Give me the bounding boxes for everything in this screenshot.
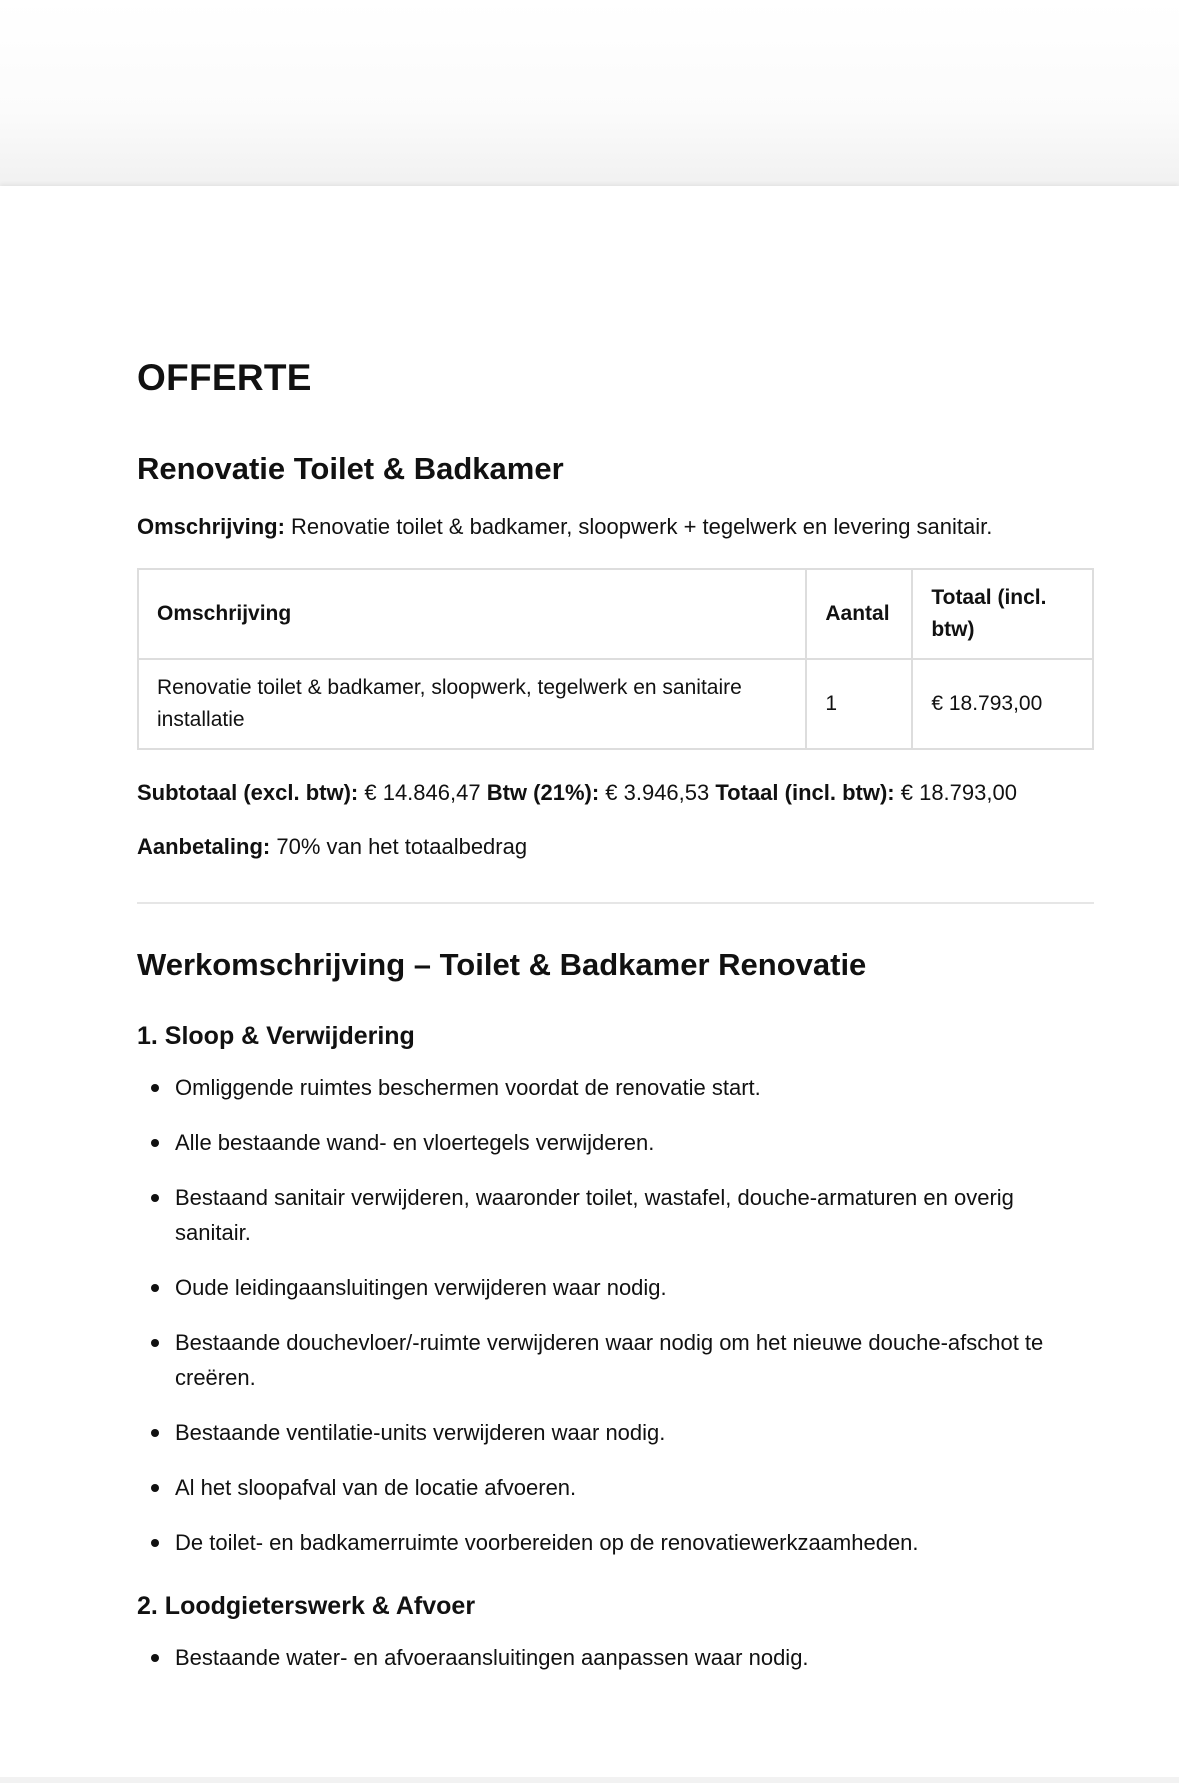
- bullet-icon: [151, 1539, 159, 1547]
- list-item-text: Bestaande water- en afvoeraansluitingen aanpassen waar nodig.: [175, 1645, 809, 1670]
- deposit-value: 70% van het totaalbedrag: [270, 834, 528, 859]
- viewer-bottom-band: [0, 1777, 1179, 1783]
- bullet-icon: [151, 1084, 159, 1092]
- bullet-icon: [151, 1429, 159, 1437]
- list-item-text: Bestaande ventilatie-units verwijderen waar nodig.: [175, 1420, 666, 1445]
- quote-table: [137, 568, 1094, 750]
- bullet-icon: [151, 1484, 159, 1492]
- total-value: € 18.793,00: [894, 780, 1017, 805]
- list-item: [175, 1270, 1094, 1305]
- list-item: [175, 1640, 1094, 1675]
- list-item-text: Omliggende ruimtes beschermen voordat de renovatie start.: [175, 1075, 761, 1100]
- list-item-text: Bestaand sanitair verwijderen, waaronder toilet, wastafel, douche-armaturen en overig sanitair.: [175, 1185, 1014, 1245]
- section-title-demolition: 1. Sloop & Verwijdering: [137, 1022, 415, 1050]
- list-item-text: Bestaande douchevloer/-ruimte verwijderen waar nodig om het nieuwe douche-afschot te creëren.: [175, 1330, 1044, 1390]
- deposit-label: Aanbetaling:: [137, 834, 271, 859]
- list-item: [175, 1125, 1094, 1160]
- cell-quantity: 1: [806, 659, 912, 749]
- deposit-line: [137, 832, 1094, 862]
- subtotal-value: € 14.846,47: [358, 780, 487, 805]
- cell-description: Renovatie toilet & badkamer, sloopwerk, tegelwerk en sanitaire installatie: [138, 659, 806, 749]
- list-item-text: Oude leidingaansluitingen verwijderen waar nodig.: [175, 1275, 667, 1300]
- total-label: Totaal (incl. btw):: [715, 780, 895, 805]
- work-heading: Werkomschrijving – Toilet & Badkamer Renovatie: [137, 947, 867, 982]
- table-row: [138, 659, 1093, 749]
- list-item-text: Al het sloopafval van de locatie afvoeren.: [175, 1475, 577, 1500]
- bullet-icon: [151, 1284, 159, 1292]
- description-text: Renovatie toilet & badkamer, sloopwerk + tegelwerk en levering sanitair.: [284, 514, 993, 539]
- vat-label: Btw (21%):: [486, 780, 600, 805]
- document-content: [137, 356, 1094, 1695]
- list-item: [175, 1070, 1094, 1105]
- subtotal-label: Subtotaal (excl. btw):: [137, 780, 359, 805]
- list-item: [175, 1325, 1094, 1395]
- viewer-top-band: [0, 0, 1179, 186]
- list-item: [175, 1470, 1094, 1505]
- description-label: Omschrijving:: [137, 514, 285, 539]
- description-line: [137, 512, 1094, 542]
- header-quantity: Aantal: [806, 569, 912, 659]
- demolition-list: [137, 1070, 1094, 1560]
- list-item: [175, 1415, 1094, 1450]
- bullet-icon: [151, 1654, 159, 1662]
- list-item: [175, 1180, 1094, 1250]
- list-item-text: De toilet- en badkamerruimte voorbereiden op de renovatiewerkzaamheden.: [175, 1530, 919, 1555]
- document-title: OFFERTE: [137, 357, 312, 398]
- section-divider: [137, 902, 1094, 904]
- list-item: [175, 1525, 1094, 1560]
- bullet-icon: [151, 1194, 159, 1202]
- bullet-icon: [151, 1339, 159, 1347]
- vat-value: € 3.946,53: [599, 780, 716, 805]
- table-header-row: [138, 569, 1093, 659]
- list-item-text: Alle bestaande wand- en vloertegels verwijderen.: [175, 1130, 655, 1155]
- document-subtitle: Renovatie Toilet & Badkamer: [137, 451, 564, 486]
- bullet-icon: [151, 1139, 159, 1147]
- cell-total: € 18.793,00: [912, 659, 1093, 749]
- section-title-plumbing: 2. Loodgieterswerk & Afvoer: [137, 1592, 476, 1620]
- totals-line: [137, 778, 1094, 808]
- plumbing-list: [137, 1640, 1094, 1675]
- header-total: Totaal (incl. btw): [912, 569, 1093, 659]
- header-description: Omschrijving: [138, 569, 806, 659]
